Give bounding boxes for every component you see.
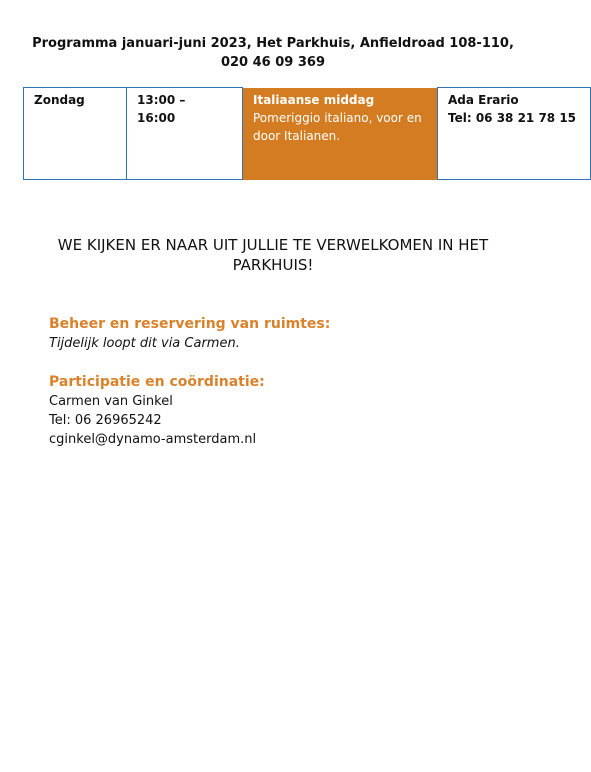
beheer-text: Tijdelijk loopt dit via Carmen.: [49, 336, 240, 351]
contact-cell: [438, 88, 591, 180]
contact-person-phone: Tel: 06 26965242: [49, 413, 162, 428]
time-start: 13:00 –: [137, 93, 186, 107]
header-line-1: Programma januari-juni 2023, Het Parkhuis, Anfieldroad 108-110,: [32, 36, 514, 51]
page-header: [30, 34, 516, 72]
time-cell: [127, 88, 243, 180]
welcome-line-1: WE KIJKEN ER NAAR UIT JULLIE TE VERWELKOMEN IN HET: [57, 236, 489, 254]
time-end: 16:00: [137, 111, 176, 125]
table-row: [24, 88, 591, 180]
contact-person-email: cginkel@dynamo-amsterdam.nl: [49, 432, 257, 447]
welcome-line-2: PARKHUIS!: [232, 256, 314, 274]
activity-description: Pomeriggio italiano, voor en door Italianen.: [253, 110, 422, 143]
beheer-title: Beheer en reservering van ruimtes:: [49, 316, 331, 332]
contact-name: Ada Erario: [448, 93, 519, 107]
contact-phone: Tel: 06 38 21 78 15: [448, 111, 577, 125]
welcome-message: [40, 235, 506, 275]
header-line-2: 020 46 09 369: [220, 55, 326, 70]
day-cell: Zondag: [24, 88, 127, 180]
activity-title: Italiaanse middag: [253, 92, 375, 107]
participatie-title: Participatie en coördinatie:: [49, 374, 265, 390]
program-table: [23, 87, 591, 180]
activity-cell: [243, 88, 438, 180]
contact-person-name: Carmen van Ginkel: [49, 394, 173, 409]
